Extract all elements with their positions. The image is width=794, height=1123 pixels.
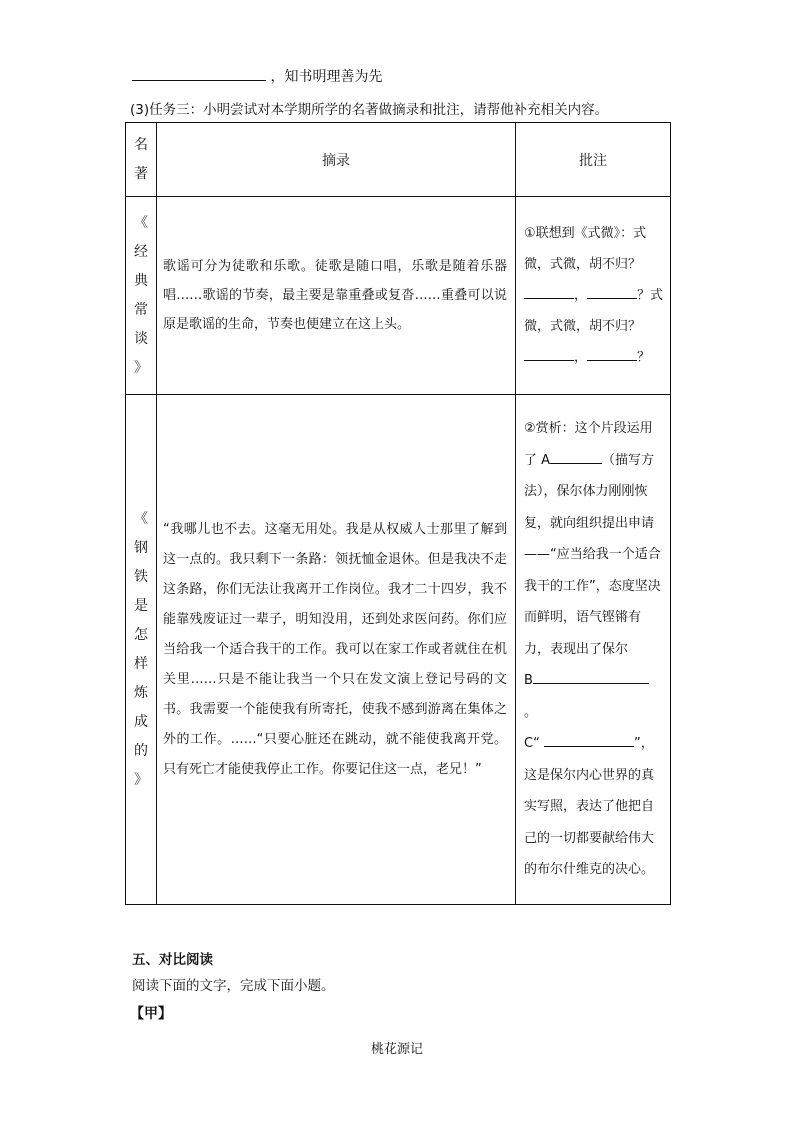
line-text: ，知书明理善为先 — [270, 69, 383, 85]
table-row — [126, 197, 671, 395]
note-text: ， — [574, 350, 588, 365]
title-char: 成 — [134, 713, 148, 730]
answer-blank[interactable] — [544, 732, 634, 747]
note-text: ②赏析：这个片段运用了 A — [524, 421, 653, 468]
title-char: 典 — [134, 272, 148, 289]
header-note: 批注 — [516, 123, 671, 197]
title-char: 谈 — [134, 330, 148, 347]
note-content — [516, 218, 670, 373]
title-char: 铁 — [134, 568, 148, 585]
answer-blank[interactable] — [533, 669, 649, 684]
section-title: 五、对比阅读 — [132, 952, 213, 968]
title-char: 《 — [134, 510, 148, 527]
answer-blank[interactable] — [550, 449, 602, 464]
note-cell — [516, 197, 671, 395]
title-char: 经 — [134, 243, 148, 260]
note-content — [516, 413, 670, 886]
header-name-char: 著 — [134, 165, 148, 182]
book-title-cell — [126, 395, 157, 905]
excerpt-text: 歌谣可分为徒歌和乐歌。徒歌是随口唱，乐歌是随着乐器唱……歌谣的节奏，最主要是靠重叠或复沓……重叠可以说原是歌谣的生命，节奏也便建立在这上头。 — [163, 259, 507, 332]
note-text: 。 — [524, 704, 538, 720]
answer-blank[interactable] — [132, 68, 266, 81]
title-char: 是 — [134, 597, 148, 614]
note-cell — [516, 395, 671, 905]
note-text: 这是保尔内心世界的真实写照，表达了他把自己的一切都要献给伟大的布尔什维克的决心。 — [524, 767, 655, 878]
title-char: 》 — [134, 359, 148, 376]
note-text: ？式微，式微，胡不归？ — [524, 288, 664, 334]
excerpt-cell — [157, 197, 516, 395]
title-char: 炼 — [134, 684, 148, 701]
title-char: 钢 — [134, 539, 148, 556]
title-char: 样 — [134, 655, 148, 672]
answer-blank[interactable] — [524, 346, 574, 361]
note-label-c: C“ — [524, 736, 540, 752]
title-char: 的 — [134, 742, 148, 759]
answer-blank[interactable] — [587, 346, 637, 361]
title-char: 《 — [134, 214, 148, 231]
table-header-row — [126, 123, 671, 197]
note-label-b: B — [524, 673, 533, 689]
excerpt-cell — [157, 395, 516, 905]
title-char: 常 — [134, 301, 148, 318]
page-footer: 桃花源记 — [370, 1042, 423, 1057]
note-text: ”， — [633, 736, 654, 752]
header-name-cell — [126, 123, 157, 197]
excerpt-text: “我哪儿也不去。这毫无用处。我是从权威人士那里了解到这一点的。我只剩下一条路：领抚恤金退休。但是我决不走这条路，你们无法让我离开工作岗位。我才二十四岁，我不能靠残废证过一辈子，明知没用，还到处求医问药。你们应当给我一个适合我干的工作。我可以在家工作或者就住在机关里……只是不能让我当一个只在发文演上登记号码的文书。我需要一个能使我有所寄托，使我不感到游离在集体之外的工作。……“只要心脏还在跳动，就不能使我离开党。只有死亡才能使我停止工作。你要记住这一点，老兄！” — [163, 521, 507, 777]
task3-prompt: (3)任务三：小明尝试对本学期所学的名著做摘录和批注，请帮他补充相关内容。 — [130, 102, 609, 118]
title-char: 怎 — [134, 626, 148, 643]
title-char: 》 — [134, 771, 148, 788]
header-name-char: 名 — [134, 136, 148, 153]
answer-blank[interactable] — [524, 284, 574, 299]
book-title-cell — [126, 197, 157, 395]
header-excerpt: 摘录 — [157, 123, 516, 197]
table-row — [126, 395, 671, 905]
passage-label: 【甲】 — [130, 1006, 172, 1022]
fill-in-line — [132, 66, 382, 86]
note-text: （描写方法），保尔体力刚刚恢复，就向组织提出申请——“应当给我一个适合我干的工作”，态度坚决而鲜明，语气铿锵有力，表现出了保尔 — [524, 452, 661, 657]
answer-blank[interactable] — [587, 284, 637, 299]
section-instruction: 阅读下面的文字，完成下面小题。 — [132, 978, 335, 994]
note-text: ①联想到《式微》：式微，式微，胡不归？ — [524, 226, 647, 272]
excerpt-annotation-table — [125, 122, 671, 905]
note-text: ？ — [637, 350, 651, 365]
note-text: ， — [574, 288, 588, 303]
